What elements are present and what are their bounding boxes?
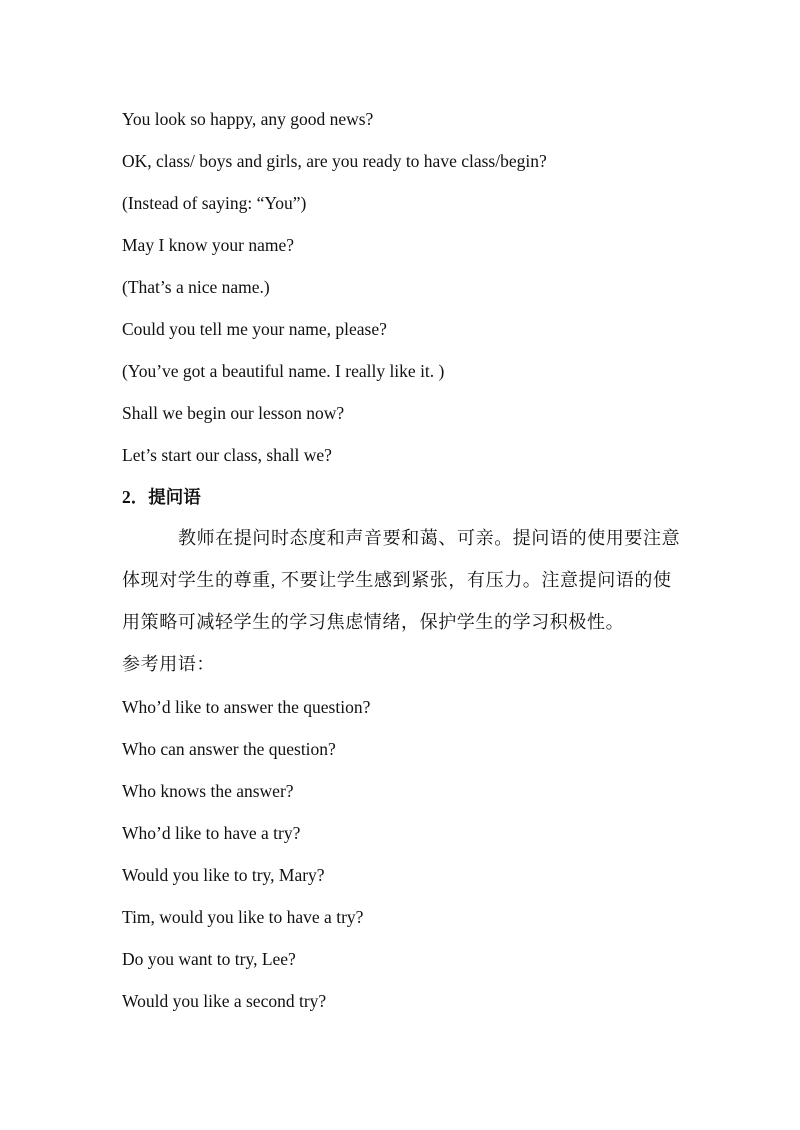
- phrase-line: (You’ve got a beautiful name. I really like it. ): [122, 361, 445, 381]
- phrase-line: Who can answer the question?: [122, 739, 336, 759]
- paragraph-line: 体现对学生的尊重, 不要让学生感到紧张，有压力。注意提问语的使: [122, 570, 672, 590]
- phrase-line: Could you tell me your name, please?: [122, 319, 387, 339]
- phrase-line: Would you like a second try?: [122, 991, 327, 1011]
- phrase-line: Let’s start our class, shall we?: [122, 445, 332, 465]
- phrase-line: Shall we begin our lesson now?: [122, 403, 345, 423]
- reference-label: 参考用语：: [122, 654, 215, 674]
- phrase-line: Tim, would you like to have a try?: [122, 907, 364, 927]
- phrase-line: Who knows the answer?: [122, 781, 294, 801]
- phrase-line: You look so happy, any good news?: [122, 109, 374, 129]
- phrase-line: May I know your name?: [122, 235, 295, 255]
- paragraph-line: 用策略可减轻学生的学习焦虑情绪，保护学生的学习积极性。: [122, 612, 625, 632]
- phrase-line: Would you like to try, Mary?: [122, 865, 325, 885]
- phrase-line: (Instead of saying: “You”): [122, 193, 307, 213]
- phrase-line: OK, class/ boys and girls, are you ready to have class/begin?: [122, 151, 547, 171]
- phrase-line: Who’d like to have a try?: [122, 823, 301, 843]
- phrase-line: Who’d like to answer the question?: [122, 697, 371, 717]
- paragraph-line: 教师在提问时态度和声音要和蔼、可亲。提问语的使用要注意: [178, 528, 681, 548]
- section-heading: 2．提问语: [122, 487, 201, 507]
- phrase-line: (That’s a nice name.): [122, 277, 270, 297]
- phrase-line: Do you want to try, Lee?: [122, 949, 296, 969]
